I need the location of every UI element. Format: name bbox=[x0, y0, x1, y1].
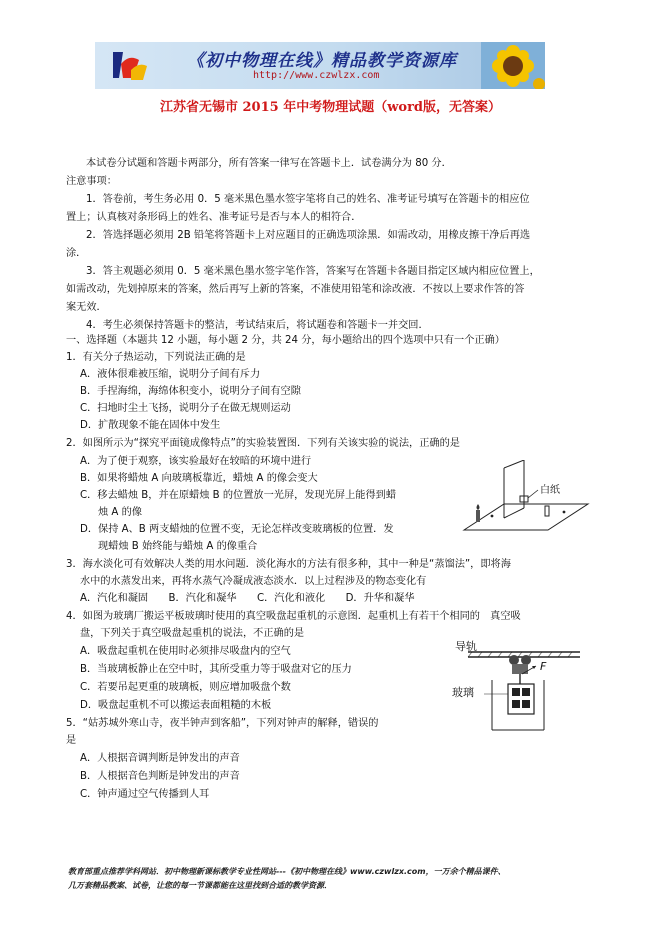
option-5c: C．钟声通过空气传播到人耳 bbox=[80, 789, 210, 800]
figure4-label-force: F bbox=[540, 660, 547, 673]
banner-title: 《初中物理在线》精品教学资源库 bbox=[187, 51, 457, 71]
figure4-label-glass: 玻璃 bbox=[452, 686, 474, 699]
text-line: 2．答选择题必须用 2B 铅笔将答题卡上对应题目的正确选项涂黑．如需改动，用橡皮擦干净后再选 bbox=[86, 230, 531, 241]
option-2c-cont: 烛 A 的像 bbox=[98, 507, 143, 518]
option-2d-cont: 现蜡烛 B 始终能与蜡烛 A 的像重合 bbox=[98, 541, 258, 552]
option-2c: C．移去蜡烛 B，并在原蜡烛 B 的位置放一光屏，发现光屏上能得到蜡 bbox=[80, 490, 397, 501]
option-5b: B．人根据音色判断是钟发出的声音 bbox=[80, 771, 240, 782]
text-line: 注意事项： bbox=[66, 176, 117, 187]
option-1a: A．液体很难被压缩，说明分子间有斥力 bbox=[80, 369, 261, 380]
option-2a: A．为了便于观察，该实验最好在较暗的环境中进行 bbox=[80, 456, 312, 467]
site-logo-icon bbox=[109, 48, 149, 84]
question-5-cont: 是 bbox=[66, 735, 77, 746]
option-4a: A．吸盘起重机在使用时必须排尽吸盘内的空气 bbox=[80, 646, 291, 657]
document-title: 江苏省无锡市 2015 年中考物理试题（word版，无答案） bbox=[159, 100, 502, 115]
option-4d: D．吸盘起重机不可以搬运表面粗糙的木板 bbox=[80, 700, 272, 711]
figure2-label-paper: 白纸 bbox=[540, 485, 560, 496]
figure4-label-rail: 导轨 bbox=[455, 640, 477, 653]
option-2d: D．保持 A、B 两支蜡烛的位置不变，无论怎样改变玻璃板的位置．发 bbox=[80, 524, 394, 535]
footer-line: 教育部重点推荐学科网站．初中物理新课标教学专业性网站---《初中物理在线》www.czwlzx.com，一万余个精品课件、 bbox=[68, 867, 506, 876]
text-line: 置上；认真核对条形码上的姓名、准考证号是否与本人的相符合． bbox=[66, 212, 362, 223]
section-heading: 一、选择题（本题共 12 小题，每小题 2 分，共 24 分，每小题给出的四个选项中只有一个正确） bbox=[66, 335, 505, 346]
text-line: 涂． bbox=[66, 248, 87, 259]
option-2b: B．如果将蜡烛 A 向玻璃板靠近，蜡烛 A 的像会变大 bbox=[80, 473, 318, 484]
option-1c: C．扫地时尘土飞扬，说明分子在做无规则运动 bbox=[80, 403, 291, 414]
text-line: 3．答主观题必须用 0．5 毫米黑色墨水签字笔作答，答案写在答题卡各题目指定区域内相应位置上， bbox=[86, 266, 540, 277]
text-line: 4．考生必须保持答题卡的整洁，考试结束后，将试题卷和答题卡一并交回． bbox=[86, 320, 429, 331]
text-line: 如需改动，先划掉原来的答案，然后再写上新的答案，不准使用铅笔和涂改液．不按以上要求作答的答 bbox=[66, 284, 525, 295]
text-line: 1．答卷前，考生务必用 0．5 毫米黑色墨水签字笔将自己的姓名、准考证号填写在答题卡的相应位 bbox=[86, 194, 530, 205]
header-banner bbox=[95, 42, 545, 89]
sunflower-icon bbox=[481, 42, 545, 89]
question-2: 2．如图所示为“探究平面镜成像特点”的实验装置图．下列有关该实验的说法，正确的是 bbox=[66, 438, 460, 449]
option-4b: B．当玻璃板静止在空中时，其所受重力等于吸盘对它的压力 bbox=[80, 664, 352, 675]
question-3-cont: 水中的水蒸发出来，再将水蒸气冷凝成液态淡水．以上过程涉及的物态变化有 bbox=[80, 576, 427, 587]
footer-line: 几万套精品教案、试卷，让您的每一节课都能在这里找到合适的教学资源． bbox=[68, 881, 332, 890]
option-5a: A．人根据音调判断是钟发出的声音 bbox=[80, 753, 240, 764]
banner-url[interactable]: http://www.czwlzx.com bbox=[253, 70, 380, 81]
option-1d: D．扩散现象不能在固体中发生 bbox=[80, 420, 221, 431]
question-5: 5．“姑苏城外寒山寺，夜半钟声到客船”，下列对钟声的解释，错误的 bbox=[66, 718, 379, 729]
option-1b: B．手捏海绵，海绵体积变小，说明分子间有空隙 bbox=[80, 386, 301, 397]
mirror-experiment-figure bbox=[462, 460, 592, 538]
question-3: 3．海水淡化可有效解决人类的用水问题．淡化海水的方法有很多种，其中一种是“蒸馏法”，即将海 bbox=[66, 559, 511, 570]
question-4: 4．如图为玻璃厂搬运平板玻璃时使用的真空吸盘起重机的示意图．起重机上有若干个相同的 真空吸 bbox=[66, 611, 521, 622]
option-4c: C．若要吊起更重的玻璃板，则应增加吸盘个数 bbox=[80, 682, 291, 693]
text-line: 本试卷分试题和答题卡两部分，所有答案一律写在答题卡上．试卷满分为 80 分． bbox=[86, 158, 452, 169]
options-3: A．汽化和凝固 B．汽化和凝华 C．汽化和液化 D．升华和凝华 bbox=[80, 593, 415, 604]
question-1: 1．有关分子热运动，下列说法正确的是 bbox=[66, 352, 246, 363]
text-line: 案无效． bbox=[66, 302, 107, 313]
question-4-cont: 盘，下列关于真空吸盘起重机的说法，不正确的是 bbox=[80, 628, 305, 639]
